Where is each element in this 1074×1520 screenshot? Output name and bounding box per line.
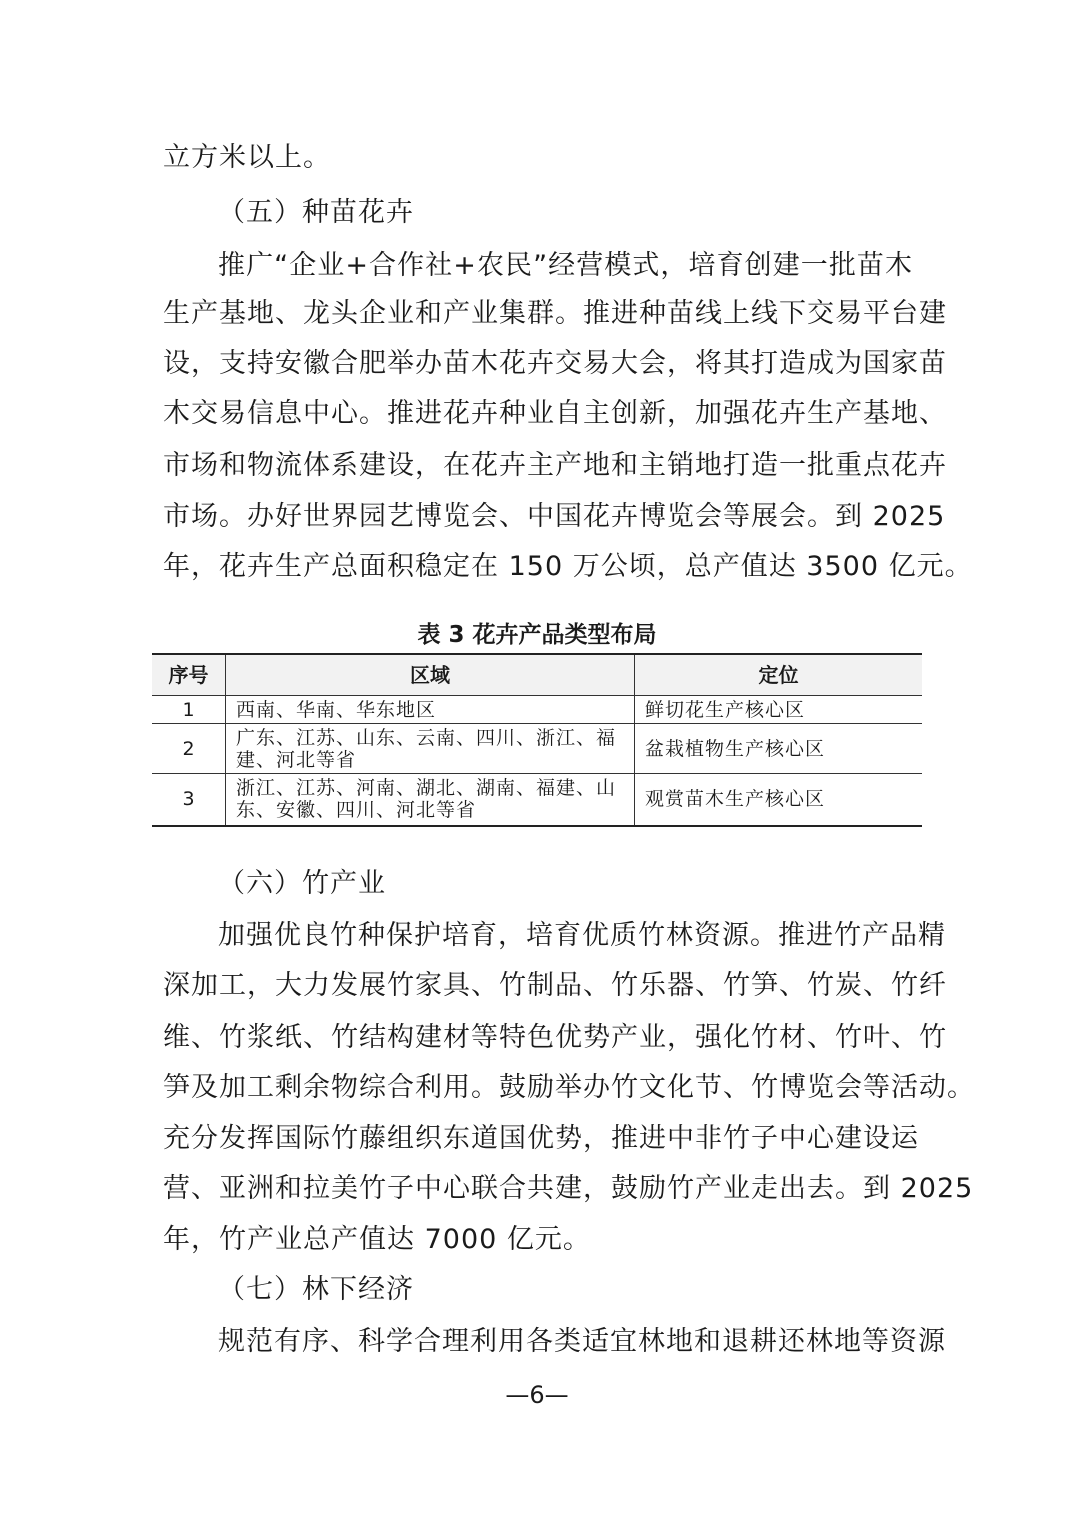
paragraph-line: 生产基地、龙头企业和产业集群。推进种苗线上线下交易平台建	[163, 298, 947, 329]
paragraph-line: 深加工，大力发展竹家具、竹制品、竹乐器、竹笋、竹炭、竹纤	[163, 970, 947, 1001]
paragraph-line: 推广“企业+合作社+农民”经营模式，培育创建一批苗木	[218, 250, 913, 281]
row-position: 鲜切花生产核心区	[635, 696, 923, 724]
row-position: 观赏苗木生产核心区	[635, 774, 923, 826]
row-number: 2	[152, 724, 226, 774]
row-region: 浙江、江苏、河南、湖北、湖南、福建、山东、安徽、四川、河北等省	[226, 774, 635, 826]
table-row	[152, 774, 922, 826]
row-position: 盆栽植物生产核心区	[635, 724, 923, 774]
paragraph-line: 笋及加工剩余物综合利用。鼓励举办竹文化节、竹博览会等活动。	[163, 1072, 975, 1103]
section-heading-6: （六）竹产业	[218, 868, 386, 899]
page-number: —6—	[505, 1381, 569, 1409]
table-row	[152, 724, 922, 774]
row-region: 广东、江苏、山东、云南、四川、浙江、福建、河北等省	[226, 724, 635, 774]
table-header-row	[152, 654, 922, 696]
paragraph-line: 市场和物流体系建设，在花卉主产地和主销地打造一批重点花卉	[163, 450, 947, 481]
table-row	[152, 696, 922, 724]
section-heading-7: （七）林下经济	[218, 1274, 414, 1305]
paragraph-line: 充分发挥国际竹藤组织东道国优势，推进中非竹子中心建设运	[163, 1123, 919, 1154]
paragraph-line: 设，支持安徽合肥举办苗木花卉交易大会，将其打造成为国家苗	[163, 348, 947, 379]
row-number: 3	[152, 774, 226, 826]
flower-layout-table	[152, 653, 922, 827]
paragraph-line: 市场。办好世界园艺博览会、中国花卉博览会等展会。到 2025	[163, 501, 946, 532]
section-heading-5: （五）种苗花卉	[218, 197, 414, 228]
column-header-region: 区域	[226, 654, 635, 696]
paragraph-line: 年，竹产业总产值达 7000 亿元。	[163, 1224, 591, 1255]
row-region: 西南、华南、华东地区	[226, 696, 635, 724]
paragraph-line: 木交易信息中心。推进花卉种业自主创新，加强花卉生产基地、	[163, 398, 947, 429]
table-caption: 表 3 花卉产品类型布局	[417, 622, 657, 648]
paragraph-line: 立方米以上。	[163, 142, 331, 173]
paragraph-line: 年，花卉生产总面积稳定在 150 万公顷，总产值达 3500 亿元。	[163, 551, 973, 582]
paragraph-line: 维、竹浆纸、竹结构建材等特色优势产业，强化竹材、竹叶、竹	[163, 1022, 947, 1053]
paragraph-line: 规范有序、科学合理利用各类适宜林地和退耕还林地等资源	[218, 1326, 946, 1357]
row-number: 1	[152, 696, 226, 724]
column-header-number: 序号	[152, 654, 226, 696]
column-header-position: 定位	[635, 654, 923, 696]
paragraph-line: 营、亚洲和拉美竹子中心联合共建，鼓励竹产业走出去。到 2025	[163, 1173, 974, 1204]
paragraph-line: 加强优良竹种保护培育，培育优质竹林资源。推进竹产品精	[218, 920, 946, 951]
